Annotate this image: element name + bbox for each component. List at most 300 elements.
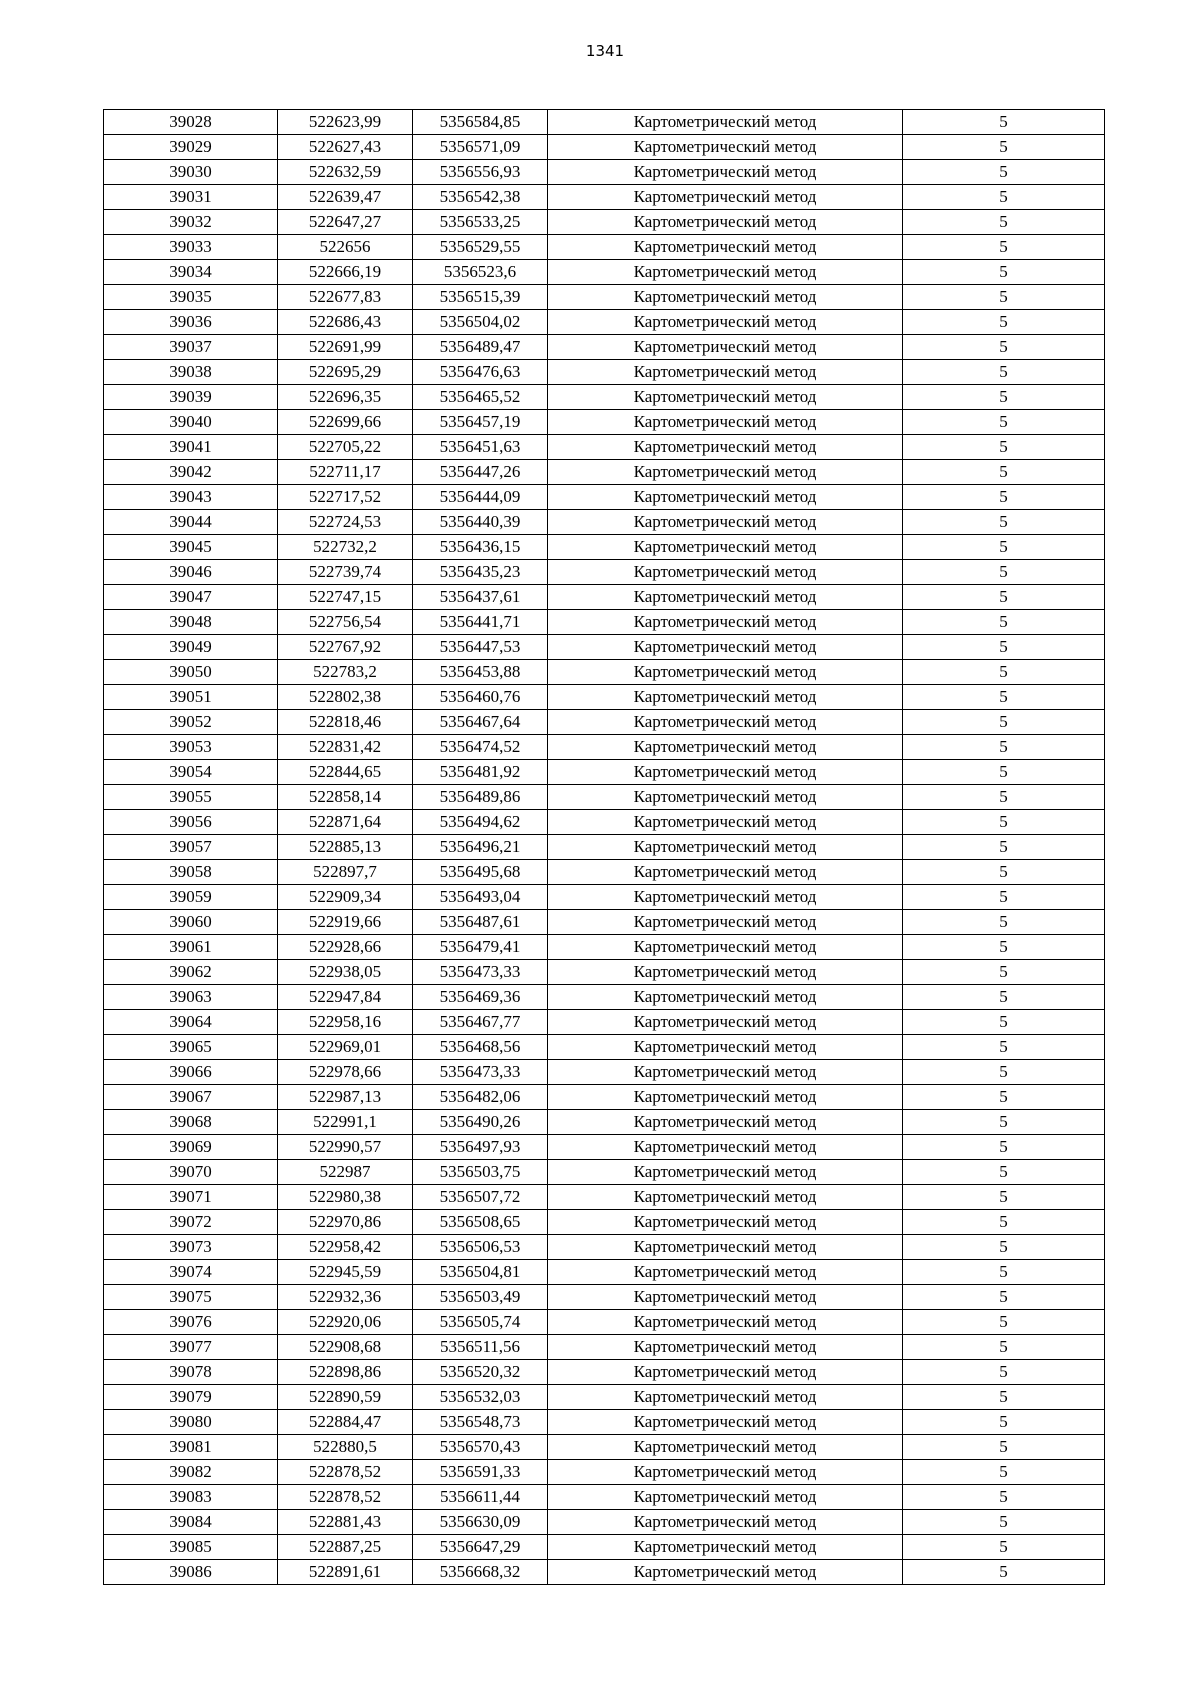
x-coordinate-cell: 522717,52: [278, 485, 413, 510]
table-row: [104, 685, 1105, 710]
point-number-cell: 39082: [104, 1460, 278, 1485]
table-row: [104, 1085, 1105, 1110]
table-row: [104, 360, 1105, 385]
accuracy-cell: 5: [903, 1535, 1105, 1560]
x-coordinate-cell: 522990,57: [278, 1135, 413, 1160]
y-coordinate-cell: 5356497,93: [413, 1135, 548, 1160]
x-coordinate-cell: 522898,86: [278, 1360, 413, 1385]
y-coordinate-cell: 5356570,43: [413, 1435, 548, 1460]
table-row: [104, 935, 1105, 960]
table-row: [104, 785, 1105, 810]
table-row: [104, 1460, 1105, 1485]
y-coordinate-cell: 5356542,38: [413, 185, 548, 210]
point-number-cell: 39036: [104, 310, 278, 335]
x-coordinate-cell: 522991,1: [278, 1110, 413, 1135]
point-number-cell: 39063: [104, 985, 278, 1010]
point-number-cell: 39061: [104, 935, 278, 960]
accuracy-cell: 5: [903, 1035, 1105, 1060]
y-coordinate-cell: 5356571,09: [413, 135, 548, 160]
x-coordinate-cell: 522897,7: [278, 860, 413, 885]
x-coordinate-cell: 522699,66: [278, 410, 413, 435]
table-row: [104, 1160, 1105, 1185]
accuracy-cell: 5: [903, 160, 1105, 185]
method-cell: Картометрический метод: [548, 185, 903, 210]
accuracy-cell: 5: [903, 210, 1105, 235]
x-coordinate-cell: 522885,13: [278, 835, 413, 860]
point-number-cell: 39067: [104, 1085, 278, 1110]
method-cell: Картометрический метод: [548, 935, 903, 960]
method-cell: Картометрический метод: [548, 1135, 903, 1160]
x-coordinate-cell: 522724,53: [278, 510, 413, 535]
table-row: [104, 510, 1105, 535]
x-coordinate-cell: 522891,61: [278, 1560, 413, 1585]
point-number-cell: 39086: [104, 1560, 278, 1585]
point-number-cell: 39039: [104, 385, 278, 410]
point-number-cell: 39083: [104, 1485, 278, 1510]
x-coordinate-cell: 522909,34: [278, 885, 413, 910]
method-cell: Картометрический метод: [548, 960, 903, 985]
method-cell: Картометрический метод: [548, 1210, 903, 1235]
y-coordinate-cell: 5356435,23: [413, 560, 548, 585]
x-coordinate-cell: 522666,19: [278, 260, 413, 285]
point-number-cell: 39077: [104, 1335, 278, 1360]
x-coordinate-cell: 522686,43: [278, 310, 413, 335]
method-cell: Картометрический метод: [548, 385, 903, 410]
table-row: [104, 1135, 1105, 1160]
accuracy-cell: 5: [903, 1160, 1105, 1185]
method-cell: Картометрический метод: [548, 1010, 903, 1035]
x-coordinate-cell: 522987,13: [278, 1085, 413, 1110]
method-cell: Картометрический метод: [548, 810, 903, 835]
table-row: [104, 635, 1105, 660]
point-number-cell: 39081: [104, 1435, 278, 1460]
method-cell: Картометрический метод: [548, 1310, 903, 1335]
y-coordinate-cell: 5356476,63: [413, 360, 548, 385]
point-number-cell: 39037: [104, 335, 278, 360]
y-coordinate-cell: 5356457,19: [413, 410, 548, 435]
accuracy-cell: 5: [903, 1260, 1105, 1285]
table-row: [104, 1360, 1105, 1385]
x-coordinate-cell: 522691,99: [278, 335, 413, 360]
method-cell: Картометрический метод: [548, 1510, 903, 1535]
y-coordinate-cell: 5356453,88: [413, 660, 548, 685]
x-coordinate-cell: 522884,47: [278, 1410, 413, 1435]
accuracy-cell: 5: [903, 1135, 1105, 1160]
y-coordinate-cell: 5356523,6: [413, 260, 548, 285]
y-coordinate-cell: 5356467,77: [413, 1010, 548, 1035]
table-row: [104, 135, 1105, 160]
x-coordinate-cell: 522844,65: [278, 760, 413, 785]
x-coordinate-cell: 522881,43: [278, 1510, 413, 1535]
table-row: [104, 1235, 1105, 1260]
method-cell: Картометрический метод: [548, 785, 903, 810]
x-coordinate-cell: 522756,54: [278, 610, 413, 635]
point-number-cell: 39070: [104, 1160, 278, 1185]
accuracy-cell: 5: [903, 810, 1105, 835]
point-number-cell: 39053: [104, 735, 278, 760]
x-coordinate-cell: 522871,64: [278, 810, 413, 835]
y-coordinate-cell: 5356474,52: [413, 735, 548, 760]
method-cell: Картометрический метод: [548, 410, 903, 435]
x-coordinate-cell: 522938,05: [278, 960, 413, 985]
point-number-cell: 39072: [104, 1210, 278, 1235]
method-cell: Картометрический метод: [548, 760, 903, 785]
y-coordinate-cell: 5356630,09: [413, 1510, 548, 1535]
y-coordinate-cell: 5356495,68: [413, 860, 548, 885]
y-coordinate-cell: 5356556,93: [413, 160, 548, 185]
point-number-cell: 39052: [104, 710, 278, 735]
method-cell: Картометрический метод: [548, 510, 903, 535]
table-row: [104, 1060, 1105, 1085]
accuracy-cell: 5: [903, 710, 1105, 735]
method-cell: Картометрический метод: [548, 1410, 903, 1435]
table-row: [104, 410, 1105, 435]
point-number-cell: 39033: [104, 235, 278, 260]
y-coordinate-cell: 5356503,75: [413, 1160, 548, 1185]
y-coordinate-cell: 5356468,56: [413, 1035, 548, 1060]
table-row: [104, 235, 1105, 260]
y-coordinate-cell: 5356444,09: [413, 485, 548, 510]
accuracy-cell: 5: [903, 910, 1105, 935]
method-cell: Картометрический метод: [548, 235, 903, 260]
accuracy-cell: 5: [903, 310, 1105, 335]
method-cell: Картометрический метод: [548, 135, 903, 160]
y-coordinate-cell: 5356529,55: [413, 235, 548, 260]
accuracy-cell: 5: [903, 935, 1105, 960]
x-coordinate-cell: 522920,06: [278, 1310, 413, 1335]
method-cell: Картометрический метод: [548, 1185, 903, 1210]
method-cell: Картометрический метод: [548, 710, 903, 735]
method-cell: Картометрический метод: [548, 560, 903, 585]
accuracy-cell: 5: [903, 735, 1105, 760]
table-row: [104, 560, 1105, 585]
accuracy-cell: 5: [903, 585, 1105, 610]
accuracy-cell: 5: [903, 1310, 1105, 1335]
table-row: [104, 285, 1105, 310]
y-coordinate-cell: 5356591,33: [413, 1460, 548, 1485]
x-coordinate-cell: 522978,66: [278, 1060, 413, 1085]
point-number-cell: 39046: [104, 560, 278, 585]
point-number-cell: 39029: [104, 135, 278, 160]
point-number-cell: 39075: [104, 1285, 278, 1310]
point-number-cell: 39058: [104, 860, 278, 885]
table-row: [104, 260, 1105, 285]
table-row: [104, 185, 1105, 210]
point-number-cell: 39051: [104, 685, 278, 710]
x-coordinate-cell: 522987: [278, 1160, 413, 1185]
y-coordinate-cell: 5356460,76: [413, 685, 548, 710]
method-cell: Картометрический метод: [548, 310, 903, 335]
x-coordinate-cell: 522970,86: [278, 1210, 413, 1235]
accuracy-cell: 5: [903, 185, 1105, 210]
table-row: [104, 1285, 1105, 1310]
y-coordinate-cell: 5356515,39: [413, 285, 548, 310]
point-number-cell: 39085: [104, 1535, 278, 1560]
table-row: [104, 710, 1105, 735]
method-cell: Картометрический метод: [548, 110, 903, 135]
accuracy-cell: 5: [903, 1460, 1105, 1485]
point-number-cell: 39073: [104, 1235, 278, 1260]
y-coordinate-cell: 5356494,62: [413, 810, 548, 835]
accuracy-cell: 5: [903, 385, 1105, 410]
x-coordinate-cell: 522932,36: [278, 1285, 413, 1310]
accuracy-cell: 5: [903, 660, 1105, 685]
table-row: [104, 1435, 1105, 1460]
method-cell: Картометрический метод: [548, 1060, 903, 1085]
x-coordinate-cell: 522767,92: [278, 635, 413, 660]
accuracy-cell: 5: [903, 885, 1105, 910]
accuracy-cell: 5: [903, 535, 1105, 560]
table-row: [104, 460, 1105, 485]
table-row: [104, 1485, 1105, 1510]
table-row: [104, 1260, 1105, 1285]
x-coordinate-cell: 522878,52: [278, 1460, 413, 1485]
y-coordinate-cell: 5356441,71: [413, 610, 548, 635]
point-number-cell: 39042: [104, 460, 278, 485]
table-row: [104, 1310, 1105, 1335]
accuracy-cell: 5: [903, 860, 1105, 885]
method-cell: Картометрический метод: [548, 335, 903, 360]
point-number-cell: 39030: [104, 160, 278, 185]
x-coordinate-cell: 522831,42: [278, 735, 413, 760]
method-cell: Картометрический метод: [548, 660, 903, 685]
y-coordinate-cell: 5356437,61: [413, 585, 548, 610]
accuracy-cell: 5: [903, 285, 1105, 310]
accuracy-cell: 5: [903, 460, 1105, 485]
y-coordinate-cell: 5356533,25: [413, 210, 548, 235]
coordinates-table: [103, 109, 1105, 1585]
table-row: [104, 910, 1105, 935]
y-coordinate-cell: 5356506,53: [413, 1235, 548, 1260]
y-coordinate-cell: 5356482,06: [413, 1085, 548, 1110]
y-coordinate-cell: 5356473,33: [413, 1060, 548, 1085]
table-row: [104, 335, 1105, 360]
method-cell: Картометрический метод: [548, 460, 903, 485]
y-coordinate-cell: 5356520,32: [413, 1360, 548, 1385]
y-coordinate-cell: 5356489,86: [413, 785, 548, 810]
accuracy-cell: 5: [903, 1285, 1105, 1310]
point-number-cell: 39078: [104, 1360, 278, 1385]
point-number-cell: 39032: [104, 210, 278, 235]
x-coordinate-cell: 522783,2: [278, 660, 413, 685]
point-number-cell: 39040: [104, 410, 278, 435]
method-cell: Картометрический метод: [548, 160, 903, 185]
point-number-cell: 39068: [104, 1110, 278, 1135]
point-number-cell: 39074: [104, 1260, 278, 1285]
point-number-cell: 39035: [104, 285, 278, 310]
point-number-cell: 39080: [104, 1410, 278, 1435]
method-cell: Картометрический метод: [548, 1485, 903, 1510]
point-number-cell: 39065: [104, 1035, 278, 1060]
table-row: [104, 1185, 1105, 1210]
accuracy-cell: 5: [903, 1385, 1105, 1410]
y-coordinate-cell: 5356479,41: [413, 935, 548, 960]
y-coordinate-cell: 5356447,26: [413, 460, 548, 485]
table-row: [104, 1385, 1105, 1410]
y-coordinate-cell: 5356490,26: [413, 1110, 548, 1135]
accuracy-cell: 5: [903, 260, 1105, 285]
point-number-cell: 39050: [104, 660, 278, 685]
table-row: [104, 1535, 1105, 1560]
y-coordinate-cell: 5356465,52: [413, 385, 548, 410]
method-cell: Картометрический метод: [548, 910, 903, 935]
accuracy-cell: 5: [903, 960, 1105, 985]
y-coordinate-cell: 5356507,72: [413, 1185, 548, 1210]
y-coordinate-cell: 5356504,02: [413, 310, 548, 335]
x-coordinate-cell: 522858,14: [278, 785, 413, 810]
method-cell: Картометрический метод: [548, 610, 903, 635]
table-row: [104, 1035, 1105, 1060]
point-number-cell: 39057: [104, 835, 278, 860]
table-row: [104, 985, 1105, 1010]
accuracy-cell: 5: [903, 985, 1105, 1010]
accuracy-cell: 5: [903, 135, 1105, 160]
y-coordinate-cell: 5356511,56: [413, 1335, 548, 1360]
accuracy-cell: 5: [903, 1335, 1105, 1360]
x-coordinate-cell: 522739,74: [278, 560, 413, 585]
point-number-cell: 39076: [104, 1310, 278, 1335]
table-row: [104, 535, 1105, 560]
accuracy-cell: 5: [903, 1485, 1105, 1510]
method-cell: Картометрический метод: [548, 1360, 903, 1385]
accuracy-cell: 5: [903, 360, 1105, 385]
method-cell: Картометрический метод: [548, 1110, 903, 1135]
table-row: [104, 860, 1105, 885]
y-coordinate-cell: 5356496,21: [413, 835, 548, 860]
y-coordinate-cell: 5356503,49: [413, 1285, 548, 1310]
x-coordinate-cell: 522639,47: [278, 185, 413, 210]
y-coordinate-cell: 5356436,15: [413, 535, 548, 560]
x-coordinate-cell: 522705,22: [278, 435, 413, 460]
x-coordinate-cell: 522732,2: [278, 535, 413, 560]
point-number-cell: 39043: [104, 485, 278, 510]
y-coordinate-cell: 5356548,73: [413, 1410, 548, 1435]
method-cell: Картометрический метод: [548, 1435, 903, 1460]
x-coordinate-cell: 522980,38: [278, 1185, 413, 1210]
x-coordinate-cell: 522887,25: [278, 1535, 413, 1560]
point-number-cell: 39049: [104, 635, 278, 660]
point-number-cell: 39056: [104, 810, 278, 835]
method-cell: Картометрический метод: [548, 1535, 903, 1560]
point-number-cell: 39084: [104, 1510, 278, 1535]
accuracy-cell: 5: [903, 685, 1105, 710]
table-row: [104, 610, 1105, 635]
x-coordinate-cell: 522880,5: [278, 1435, 413, 1460]
method-cell: Картометрический метод: [548, 435, 903, 460]
point-number-cell: 39047: [104, 585, 278, 610]
accuracy-cell: 5: [903, 335, 1105, 360]
method-cell: Картометрический метод: [548, 1385, 903, 1410]
accuracy-cell: 5: [903, 560, 1105, 585]
method-cell: Картометрический метод: [548, 535, 903, 560]
y-coordinate-cell: 5356489,47: [413, 335, 548, 360]
x-coordinate-cell: 522878,52: [278, 1485, 413, 1510]
table-row: [104, 585, 1105, 610]
method-cell: Картометрический метод: [548, 1560, 903, 1585]
point-number-cell: 39066: [104, 1060, 278, 1085]
x-coordinate-cell: 522958,16: [278, 1010, 413, 1035]
accuracy-cell: 5: [903, 1360, 1105, 1385]
x-coordinate-cell: 522890,59: [278, 1385, 413, 1410]
accuracy-cell: 5: [903, 1410, 1105, 1435]
table-row: [104, 435, 1105, 460]
table-row: [104, 760, 1105, 785]
x-coordinate-cell: 522656: [278, 235, 413, 260]
y-coordinate-cell: 5356508,65: [413, 1210, 548, 1235]
accuracy-cell: 5: [903, 435, 1105, 460]
accuracy-cell: 5: [903, 1010, 1105, 1035]
coordinates-table-body: [104, 110, 1105, 1585]
y-coordinate-cell: 5356440,39: [413, 510, 548, 535]
x-coordinate-cell: 522647,27: [278, 210, 413, 235]
table-row: [104, 960, 1105, 985]
point-number-cell: 39028: [104, 110, 278, 135]
point-number-cell: 39038: [104, 360, 278, 385]
table-row: [104, 1335, 1105, 1360]
page-number: 1341: [585, 42, 625, 60]
x-coordinate-cell: 522908,68: [278, 1335, 413, 1360]
accuracy-cell: 5: [903, 1210, 1105, 1235]
method-cell: Картометрический метод: [548, 210, 903, 235]
point-number-cell: 39054: [104, 760, 278, 785]
method-cell: Картометрический метод: [548, 1460, 903, 1485]
table-row: [104, 735, 1105, 760]
accuracy-cell: 5: [903, 1060, 1105, 1085]
method-cell: Картометрический метод: [548, 735, 903, 760]
table-row: [104, 835, 1105, 860]
method-cell: Картометрический метод: [548, 1335, 903, 1360]
method-cell: Картометрический метод: [548, 1235, 903, 1260]
accuracy-cell: 5: [903, 410, 1105, 435]
method-cell: Картометрический метод: [548, 1085, 903, 1110]
accuracy-cell: 5: [903, 1560, 1105, 1585]
method-cell: Картометрический метод: [548, 635, 903, 660]
method-cell: Картометрический метод: [548, 885, 903, 910]
table-row: [104, 1560, 1105, 1585]
point-number-cell: 39060: [104, 910, 278, 935]
x-coordinate-cell: 522818,46: [278, 710, 413, 735]
point-number-cell: 39041: [104, 435, 278, 460]
method-cell: Картометрический метод: [548, 1160, 903, 1185]
x-coordinate-cell: 522747,15: [278, 585, 413, 610]
point-number-cell: 39031: [104, 185, 278, 210]
accuracy-cell: 5: [903, 510, 1105, 535]
y-coordinate-cell: 5356584,85: [413, 110, 548, 135]
y-coordinate-cell: 5356481,92: [413, 760, 548, 785]
method-cell: Картометрический метод: [548, 485, 903, 510]
y-coordinate-cell: 5356473,33: [413, 960, 548, 985]
method-cell: Картометрический метод: [548, 860, 903, 885]
method-cell: Картометрический метод: [548, 1260, 903, 1285]
method-cell: Картометрический метод: [548, 360, 903, 385]
method-cell: Картометрический метод: [548, 835, 903, 860]
x-coordinate-cell: 522623,99: [278, 110, 413, 135]
point-number-cell: 39055: [104, 785, 278, 810]
y-coordinate-cell: 5356447,53: [413, 635, 548, 660]
table-row: [104, 310, 1105, 335]
table-row: [104, 110, 1105, 135]
method-cell: Картометрический метод: [548, 1285, 903, 1310]
y-coordinate-cell: 5356469,36: [413, 985, 548, 1010]
table-row: [104, 1110, 1105, 1135]
table-row: [104, 210, 1105, 235]
x-coordinate-cell: 522695,29: [278, 360, 413, 385]
point-number-cell: 39034: [104, 260, 278, 285]
x-coordinate-cell: 522958,42: [278, 1235, 413, 1260]
x-coordinate-cell: 522802,38: [278, 685, 413, 710]
method-cell: Картометрический метод: [548, 585, 903, 610]
table-row: [104, 810, 1105, 835]
